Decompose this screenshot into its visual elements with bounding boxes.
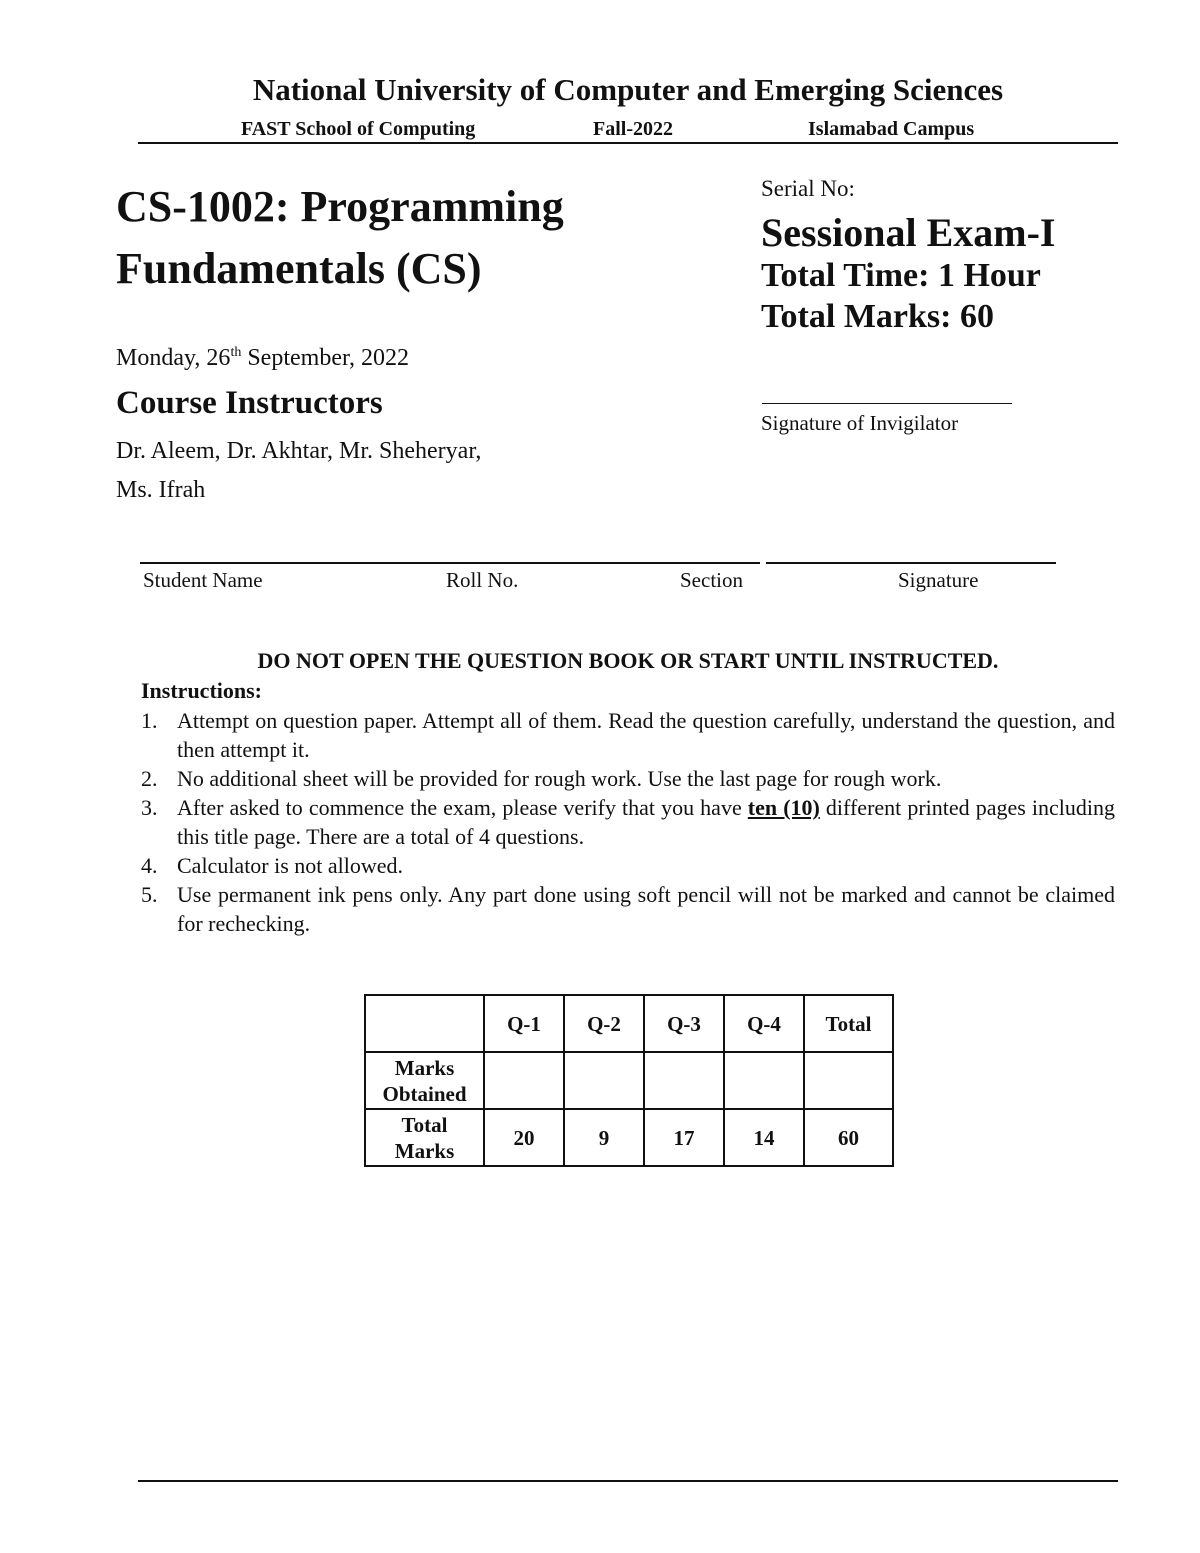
total-marks: Total Marks: 60 bbox=[761, 298, 994, 335]
instruction-item: 5. Use permanent ink pens only. Any part done using soft pencil will not be marked and cannot be claimed for rechecking. bbox=[141, 882, 1115, 936]
table-header-cell bbox=[365, 995, 484, 1052]
student-name-label: Student Name bbox=[143, 568, 263, 592]
total-marks-cell: 14 bbox=[724, 1109, 804, 1166]
page-count-emphasis: ten (10) bbox=[747, 795, 820, 820]
exam-date-prefix: Monday, 26 bbox=[116, 345, 231, 371]
row-label-total-marks: Total Marks bbox=[365, 1109, 484, 1166]
total-marks-cell: 20 bbox=[484, 1109, 564, 1166]
instructors-line-1: Dr. Aleem, Dr. Akhtar, Mr. Sheheryar, bbox=[116, 438, 482, 464]
instruction-item: 3. After asked to commence the exam, please verify that you have ten (10) different printed pages including this title page. There are a total of 4 questions. bbox=[141, 795, 1116, 849]
exam-date-rest: September, 2022 bbox=[241, 345, 409, 371]
invigilator-signature-label: Signature of Invigilator bbox=[761, 411, 959, 435]
term: Fall-2022 bbox=[593, 118, 673, 140]
table-header-cell: Total bbox=[804, 995, 893, 1052]
total-marks-cell: 9 bbox=[564, 1109, 644, 1166]
warning-notice: DO NOT OPEN THE QUESTION BOOK OR START UNTIL INSTRUCTED. bbox=[257, 648, 999, 673]
student-info-line bbox=[140, 562, 760, 564]
section-label: Section bbox=[680, 568, 743, 592]
marks-table bbox=[364, 994, 894, 1167]
campus: Islamabad Campus bbox=[808, 118, 975, 140]
roll-no-label: Roll No. bbox=[446, 568, 519, 592]
exam-date-ordinal: th bbox=[230, 345, 242, 360]
instruction-item: 4. Calculator is not allowed. bbox=[141, 853, 404, 878]
marks-obtained-cell bbox=[644, 1052, 724, 1109]
instructors-line-2: Ms. Ifrah bbox=[116, 477, 206, 503]
course-title-line-2: Fundamentals (CS) bbox=[116, 244, 482, 293]
course-title-line-1: CS-1002: Programming bbox=[116, 182, 564, 231]
marks-obtained-cell bbox=[724, 1052, 804, 1109]
marks-obtained-cell bbox=[564, 1052, 644, 1109]
total-time: Total Time: 1 Hour bbox=[761, 257, 1041, 294]
instructions-list bbox=[141, 706, 1115, 938]
school-name: FAST School of Computing bbox=[241, 118, 476, 140]
serial-number-label: Serial No: bbox=[761, 176, 855, 201]
student-signature-line bbox=[766, 562, 1056, 564]
total-marks-cell: 17 bbox=[644, 1109, 724, 1166]
instructors-heading: Course Instructors bbox=[116, 385, 383, 421]
footer-rule bbox=[138, 1480, 1118, 1482]
instruction-item: 2. No additional sheet will be provided for rough work. Use the last page for rough work. bbox=[141, 766, 942, 791]
instruction-item: 1. Attempt on question paper. Attempt all of them. Read the question carefully, understand the question, and then attempt it. bbox=[141, 708, 1115, 762]
table-header-cell: Q-3 bbox=[644, 995, 724, 1052]
table-row-marks-obtained bbox=[365, 1052, 893, 1109]
exam-name: Sessional Exam-I bbox=[761, 210, 1056, 255]
table-header-cell: Q-4 bbox=[724, 995, 804, 1052]
student-signature-label: Signature bbox=[898, 568, 979, 592]
invigilator-signature-line bbox=[762, 403, 1012, 404]
marks-obtained-cell bbox=[804, 1052, 893, 1109]
header-rule bbox=[138, 142, 1118, 144]
table-row-total-marks bbox=[365, 1109, 893, 1166]
marks-obtained-cell bbox=[484, 1052, 564, 1109]
exam-date bbox=[116, 345, 409, 372]
course-title bbox=[116, 176, 736, 300]
total-marks-cell: 60 bbox=[804, 1109, 893, 1166]
instructors-names bbox=[116, 432, 616, 510]
row-label-marks-obtained: Marks Obtained bbox=[365, 1052, 484, 1109]
table-header-cell: Q-1 bbox=[484, 995, 564, 1052]
instructions-label: Instructions: bbox=[141, 678, 263, 703]
table-header-row bbox=[365, 995, 893, 1052]
table-header-cell: Q-2 bbox=[564, 995, 644, 1052]
university-name: National University of Computer and Emerging Sciences bbox=[252, 72, 1004, 107]
